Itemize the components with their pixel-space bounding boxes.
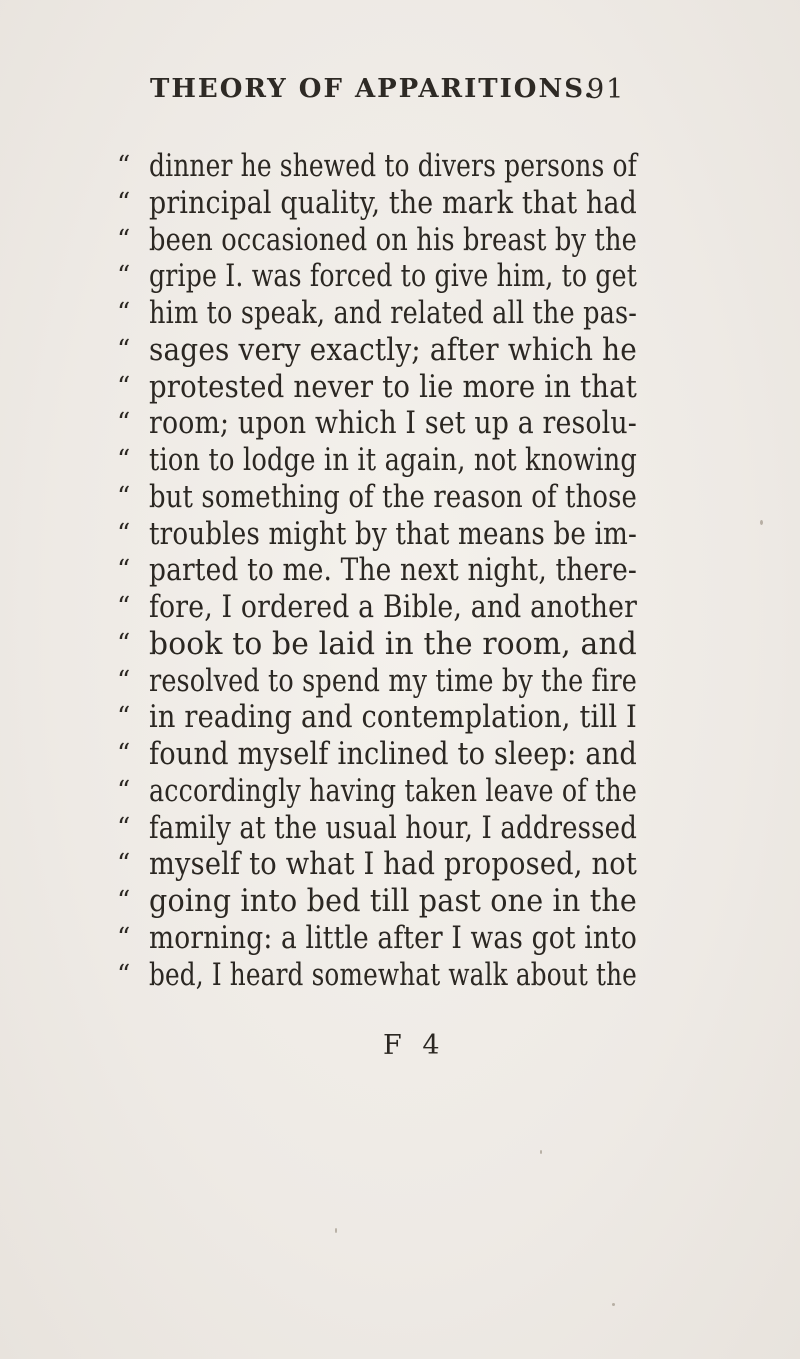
line-text: gripe I. was forced to give him, to get (149, 258, 638, 295)
quote-mark: “ (117, 665, 131, 696)
text-line (117, 516, 637, 553)
quote-mark: “ (117, 445, 131, 475)
quote-mark: “ (117, 298, 131, 328)
paper-speck (612, 1303, 615, 1306)
line-text: resolved to spend my time by the fire (149, 662, 637, 699)
quote-mark: “ (117, 371, 131, 402)
line-text: tion to lodge in it again, not knowing (149, 442, 638, 478)
quote-mark: “ (117, 775, 131, 806)
line-text: bed, I heard somewhat walk about the (149, 956, 637, 993)
quote-mark: “ (117, 628, 131, 659)
text-line (117, 846, 637, 883)
text-line (117, 736, 637, 773)
line-text: going into bed till past one in the (149, 883, 638, 919)
text-line (117, 552, 637, 589)
text-line (117, 258, 637, 295)
text-line (117, 148, 637, 185)
quote-mark: “ (117, 555, 131, 586)
text-line (117, 663, 637, 700)
quote-mark: “ (117, 959, 131, 990)
line-text: accordingly having taken leave of the (149, 772, 637, 809)
body-text (117, 148, 637, 993)
quote-mark: “ (117, 261, 131, 292)
paper-speck (335, 1228, 337, 1233)
quote-mark: “ (117, 849, 131, 880)
text-line (117, 332, 637, 369)
text-line (117, 626, 637, 663)
text-line (117, 185, 637, 222)
text-line (117, 883, 637, 920)
line-text: family at the usual hour, I addressed (149, 809, 638, 846)
text-line (117, 369, 637, 406)
text-line (117, 589, 637, 626)
text-line (117, 442, 637, 479)
line-text: room; upon which I set up a resolu- (149, 405, 638, 442)
quote-mark: “ (117, 812, 131, 843)
quote-mark: “ (117, 408, 131, 439)
quote-mark: “ (117, 518, 131, 549)
quote-mark: “ (117, 886, 131, 916)
line-text: been occasioned on his breast by the (149, 221, 638, 258)
quote-mark: “ (117, 702, 131, 733)
text-line (117, 479, 637, 516)
paper-speck (540, 1150, 542, 1154)
line-text: parted to me. The next night, there- (149, 552, 637, 589)
text-line (117, 957, 637, 994)
page-header (150, 74, 650, 114)
quote-mark: “ (117, 187, 131, 218)
text-line (117, 405, 637, 442)
paper-speck (760, 520, 763, 525)
line-text: protested never to lie more in that (149, 368, 638, 405)
quote-mark: “ (117, 224, 131, 255)
line-text: sages very exactly; after which he (149, 331, 637, 368)
line-text: fore, I ordered a Bible, and another (149, 589, 638, 625)
line-text: him to speak, and related all the pas- (149, 295, 638, 331)
line-text: troubles might by that means be im- (149, 515, 638, 552)
page-number: 91 (587, 74, 626, 105)
quote-mark: “ (117, 334, 131, 365)
quote-mark: “ (117, 922, 131, 953)
line-text: morning: a little after I was got into (149, 919, 637, 956)
text-line (117, 810, 637, 847)
line-text: book to be laid in the room, and (149, 625, 638, 662)
signature-mark: F 4 (383, 1030, 446, 1061)
text-line (117, 222, 637, 259)
text-line (117, 773, 637, 810)
quote-mark: “ (117, 739, 131, 769)
line-text: found myself inclined to sleep: and (149, 736, 637, 772)
text-line (117, 920, 637, 957)
line-text: myself to what I had proposed, not (149, 846, 637, 883)
line-text: but something of the reason of those (149, 478, 638, 515)
line-text: principal quality, the mark that had (149, 184, 637, 221)
quote-mark: “ (117, 592, 131, 622)
running-title: THEORY OF APPARITIONS. (150, 74, 596, 104)
line-text: in reading and contemplation, till I (149, 699, 637, 736)
line-text: dinner he shewed to divers persons of (149, 148, 637, 184)
text-line (117, 295, 637, 332)
text-line (117, 699, 637, 736)
quote-mark: “ (117, 481, 131, 512)
quote-mark: “ (117, 151, 131, 181)
